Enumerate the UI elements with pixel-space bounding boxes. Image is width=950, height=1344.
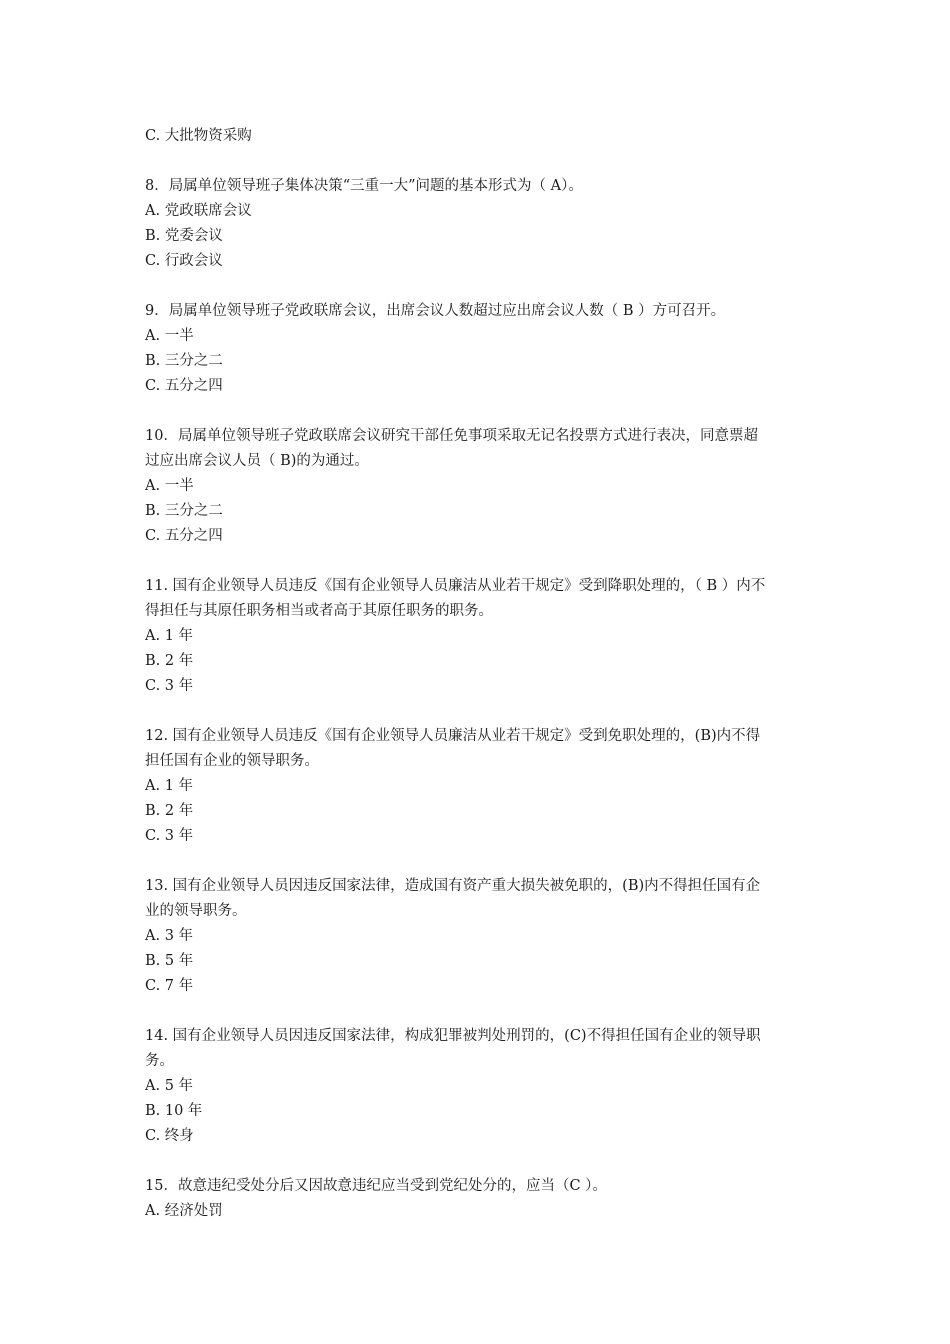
option-a: A. 一半 — [145, 478, 194, 494]
spacer — [145, 849, 825, 874]
question-block — [145, 574, 825, 699]
question-text: 8．局属单位领导班子集体决策“三重一大”问题的基本形式为（ A）。 — [145, 178, 583, 194]
question-block — [145, 174, 825, 274]
option-b: B. 党委会议 — [145, 228, 223, 244]
question-text: 12. 国有企业领导人员违反《国有企业领导人员廉洁从业若干规定》受到免职处理的，(B)内不得 — [145, 728, 761, 744]
spacer — [145, 149, 825, 174]
question-block — [145, 424, 825, 549]
option-c-carryover: C. 大批物资采购 — [145, 128, 252, 144]
question-text: 13. 国有企业领导人员因违反国家法律，造成国有资产重大损失被免职的，(B)内不得担任国有企 — [145, 878, 761, 894]
option-a: A. 5 年 — [145, 1078, 194, 1094]
option-c: C. 7 年 — [145, 978, 194, 994]
option-c: C. 五分之四 — [145, 378, 223, 394]
question-text-continued: 得担任与其原任职务相当或者高于其原任职务的职务。 — [145, 603, 493, 619]
option-a: A. 1 年 — [145, 628, 194, 644]
question-block — [145, 874, 825, 999]
question-text-continued: 过应出席会议人员（ B)的为通过。 — [145, 453, 369, 469]
option-c: C. 3 年 — [145, 828, 194, 844]
question-block — [145, 1174, 825, 1224]
option-b: B. 2 年 — [145, 653, 194, 669]
question-text: 14. 国有企业领导人员因违反国家法律，构成犯罪被判处刑罚的，(C)不得担任国有企业的领导职 — [145, 1028, 761, 1044]
question-text: 11. 国有企业领导人员违反《国有企业领导人员廉洁从业若干规定》受到降职处理的，（ B ）内不 — [145, 578, 766, 594]
question-text: 10．局属单位领导班子党政联席会议研究干部任免事项采取无记名投票方式进行表决，同意票超 — [145, 428, 758, 444]
option-b: B. 5 年 — [145, 953, 194, 969]
question-text: 15．故意违纪受处分后又因故意违纪应当受到党纪处分的，应当（C ）。 — [145, 1178, 607, 1194]
question-block — [145, 724, 825, 849]
option-a: A. 1 年 — [145, 778, 194, 794]
option-c: C. 五分之四 — [145, 528, 223, 544]
question-text-continued: 业的领导职务。 — [145, 903, 247, 919]
option-b: B. 10 年 — [145, 1103, 203, 1119]
question-block — [145, 1024, 825, 1149]
option-a: A. 一半 — [145, 328, 194, 344]
spacer — [145, 999, 825, 1024]
question-text: 9．局属单位领导班子党政联席会议，出席会议人数超过应出席会议人数（ B ）方可召开。 — [145, 303, 726, 319]
spacer — [145, 549, 825, 574]
option-a: A. 党政联席会议 — [145, 203, 252, 219]
spacer — [145, 399, 825, 424]
spacer — [145, 699, 825, 724]
question-text-continued: 担任国有企业的领导职务。 — [145, 753, 319, 769]
document-page — [145, 124, 825, 1224]
option-b: B. 2 年 — [145, 803, 194, 819]
option-c: C. 终身 — [145, 1128, 194, 1144]
spacer — [145, 274, 825, 299]
option-a: A. 经济处罚 — [145, 1203, 223, 1219]
option-a: A. 3 年 — [145, 928, 194, 944]
option-b: B. 三分之二 — [145, 353, 223, 369]
option-b: B. 三分之二 — [145, 503, 223, 519]
spacer — [145, 1149, 825, 1174]
option-c: C. 行政会议 — [145, 253, 223, 269]
option-c: C. 3 年 — [145, 678, 194, 694]
question-block — [145, 299, 825, 399]
question-text-continued: 务。 — [145, 1053, 174, 1069]
